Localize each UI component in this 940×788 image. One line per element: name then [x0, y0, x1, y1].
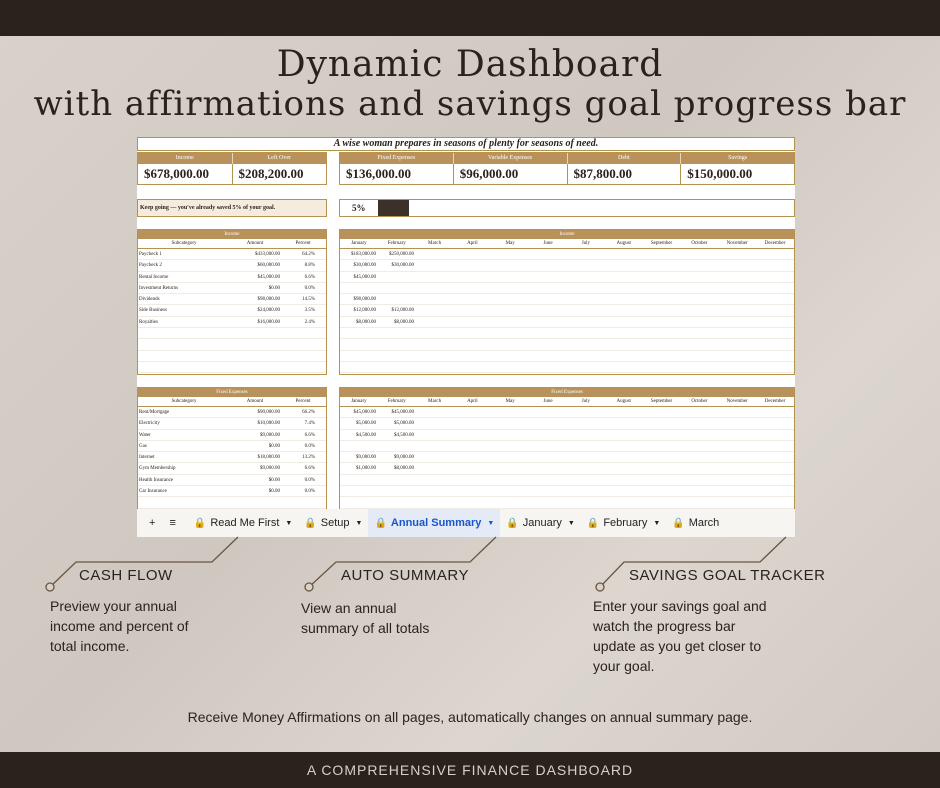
month-header: December	[764, 241, 786, 246]
col-subcategory: Subcategory	[171, 241, 197, 246]
col-percent: Percent	[295, 241, 311, 246]
fixed-monthly-title: Fixed Expenses	[340, 388, 794, 397]
summary-value-income: $678,000.00	[138, 164, 233, 184]
month-header: April	[467, 241, 478, 246]
tab-label: Annual Summary	[390, 517, 482, 529]
summary-value-debt: $87,800.00	[568, 164, 682, 184]
summary-value-savings: $150,000.00	[687, 166, 753, 181]
cell-percent: 6.6%	[304, 432, 315, 438]
all-sheets-menu-button[interactable]: ≡	[169, 517, 176, 529]
chevron-down-icon[interactable]: ▼	[487, 519, 495, 527]
cell-subcategory: Paycheck 2	[139, 263, 162, 269]
month-header: November	[726, 241, 748, 246]
cell-amount: $45,000.00	[257, 274, 280, 280]
auto-summary-body	[301, 598, 429, 638]
month-cell: $4,500.00	[394, 432, 414, 438]
cell-amount: $98,000.00	[257, 297, 280, 303]
col-subcategory: Subcategory	[171, 399, 197, 404]
income-table-title: Income	[138, 230, 326, 239]
cell-percent: 7.4%	[304, 421, 315, 427]
cell-percent: 0.0%	[304, 285, 315, 291]
month-header: May	[505, 399, 515, 404]
cell-amount: $0.00	[268, 285, 280, 291]
month-header: October	[691, 241, 708, 246]
col-percent: Percent	[295, 399, 311, 404]
chevron-down-icon[interactable]: ▼	[653, 519, 661, 527]
cell-subcategory: Side Business	[139, 308, 167, 314]
cell-amount: $0.00	[268, 477, 280, 483]
cell-percent: 8.8%	[304, 263, 315, 269]
bottom-band	[0, 752, 940, 788]
month-header: August	[616, 241, 631, 246]
tab-label: February	[603, 517, 648, 529]
cell-percent: 66.2%	[302, 410, 315, 415]
cell-amount: $0.00	[268, 443, 280, 449]
month-header: July	[581, 241, 591, 246]
month-header: March	[428, 241, 442, 246]
headline-line-1: Dynamic Dashboard	[276, 44, 664, 85]
cell-percent: 0.0%	[304, 477, 315, 483]
month-header: January	[351, 241, 367, 246]
month-header: August	[616, 399, 631, 404]
month-cell: $45,000.00	[353, 274, 376, 280]
cash-flow-line: Preview your annual	[50, 598, 177, 614]
lock-icon: 🔒	[374, 517, 387, 529]
summary-header-fixed: Fixed Expenses	[340, 153, 454, 164]
cell-subcategory: Gym Membership	[139, 466, 176, 472]
savings-tracker-line: update as you get closer to	[593, 638, 762, 654]
month-cell: $5,000.00	[394, 421, 414, 427]
affirmations-footnote: Receive Money Affirmations on all pages, automatically changes on annual summary page.	[187, 709, 753, 725]
col-amount: Amount	[246, 399, 264, 404]
auto-summary-line: View an annual	[301, 600, 397, 616]
cell-amount: $16,000.00	[257, 319, 280, 325]
month-cell: $30,000.00	[391, 263, 414, 269]
month-header: April	[467, 399, 478, 404]
cell-percent: 13.2%	[302, 455, 315, 461]
month-cell: $30,000.00	[353, 263, 376, 269]
lock-icon: 🔒	[304, 517, 317, 529]
tab-label: March	[688, 517, 720, 529]
savings-tracker-line: watch the progress bar	[593, 618, 736, 634]
month-header: July	[581, 399, 591, 404]
month-cell: $8,000.00	[394, 319, 414, 325]
cell-amount: $0.00	[268, 489, 280, 495]
cell-percent: 6.6%	[304, 466, 315, 472]
cell-percent: 64.2%	[302, 252, 315, 257]
cell-subcategory: Water	[139, 432, 151, 438]
cell-subcategory: Gas	[139, 443, 147, 449]
summary-value-leftover: $208,200.00	[238, 166, 304, 181]
month-cell: $45,000.00	[353, 410, 376, 415]
month-header: January	[351, 399, 367, 404]
cash-flow-line: income and percent of	[50, 618, 189, 634]
month-cell: $183,000.00	[351, 252, 376, 257]
lock-icon: 🔒	[586, 517, 600, 529]
headline-line-2: with affirmations and savings goal progress bar	[33, 84, 907, 124]
month-cell: $8,000.00	[394, 466, 414, 472]
savings-message: Keep going — you've already saved 5% of your goal.	[137, 199, 327, 217]
month-header: November	[726, 399, 748, 404]
month-header: October	[691, 399, 708, 404]
lock-icon: 🔒	[193, 517, 207, 529]
cell-amount: $9,000.00	[260, 432, 280, 438]
month-cell: $4,500.00	[356, 432, 376, 438]
cell-percent: 0.0%	[304, 489, 315, 495]
cash-flow-body	[50, 596, 189, 656]
cash-flow-dot	[46, 583, 54, 591]
month-header: December	[764, 399, 786, 404]
month-cell: $9,000.00	[356, 455, 376, 461]
col-amount: Amount	[246, 241, 264, 246]
lock-icon: 🔒	[506, 517, 519, 529]
cell-percent: 3.5%	[304, 308, 315, 314]
month-cell: $12,000.00	[353, 308, 376, 314]
month-header: February	[387, 399, 406, 404]
cell-percent: 6.6%	[304, 274, 315, 280]
cell-percent: 14.5%	[302, 297, 315, 303]
month-cell: $8,000.00	[356, 319, 376, 325]
cell-percent: 2.4%	[304, 319, 315, 325]
cell-amount: $24,000.00	[257, 308, 280, 314]
chevron-down-icon[interactable]: ▼	[567, 519, 575, 527]
tab-label: Read Me First	[210, 517, 280, 529]
savings-dot	[596, 583, 604, 591]
month-header: March	[428, 399, 442, 404]
savings-tracker-body	[593, 596, 767, 676]
lock-icon: 🔒	[672, 517, 685, 529]
cell-amount: $90,000.00	[257, 410, 280, 415]
chevron-down-icon[interactable]: ▼	[285, 519, 293, 527]
cash-flow-line: total income.	[50, 638, 130, 654]
month-cell: $250,000.00	[389, 252, 414, 257]
month-cell: $1,000.00	[356, 466, 376, 472]
summary-value-fixed: $136,000.00	[340, 164, 454, 184]
cell-subcategory: Internet	[139, 455, 155, 461]
month-cell: $5,000.00	[356, 421, 376, 427]
summary-header-debt: Debt	[568, 153, 682, 164]
cell-amount: $60,000.00	[257, 263, 280, 269]
summary-header-leftover: Left Over	[267, 155, 291, 161]
cell-subcategory: Dividends	[139, 297, 160, 303]
add-sheet-button[interactable]: +	[149, 517, 156, 529]
month-cell: $45,000.00	[391, 410, 414, 415]
cash-flow-title: CASH FLOW	[79, 567, 173, 584]
cell-subcategory: Rent/Mortgage	[139, 410, 170, 415]
savings-tracker-line: Enter your savings goal and	[593, 598, 767, 614]
cell-amount: $9,000.00	[260, 466, 280, 472]
cell-subcategory: Paycheck 1	[139, 252, 162, 257]
month-header: June	[543, 241, 553, 246]
cell-percent: 0.0%	[304, 443, 315, 449]
month-header: February	[387, 241, 406, 246]
footer-caption: A COMPREHENSIVE FINANCE DASHBOARD	[306, 762, 634, 778]
fixed-table-title: Fixed Expenses	[138, 388, 326, 397]
chevron-down-icon[interactable]: ▼	[355, 519, 363, 527]
summary-header-variable: Variable Expenses	[454, 153, 568, 164]
savings-percent-label: 5%	[352, 203, 366, 213]
month-cell: $12,000.00	[391, 308, 414, 314]
auto-summary-title: AUTO SUMMARY	[341, 567, 469, 584]
auto-summary-line: summary of all totals	[301, 620, 430, 636]
auto-summary-dot	[305, 583, 313, 591]
affirmation-banner: A wise woman prepares in seasons of plenty for seasons of need.	[137, 137, 795, 151]
cell-subcategory: Health Insurance	[139, 477, 174, 483]
cell-amount: $10,000.00	[257, 421, 280, 427]
cell-subcategory: Rental Income	[139, 274, 169, 280]
cell-amount: $433,000.00	[255, 252, 280, 257]
cell-subcategory: Royalties	[139, 319, 158, 325]
summary-header-savings: Savings	[728, 155, 748, 161]
cell-subcategory: Electricity	[139, 421, 160, 427]
savings-tracker-title: SAVINGS GOAL TRACKER	[629, 567, 826, 584]
tab-label: Setup	[320, 517, 350, 529]
month-cell: $98,000.00	[353, 297, 376, 303]
savings-tracker-line: your goal.	[593, 658, 655, 674]
month-header: September	[650, 241, 673, 246]
month-header: May	[505, 241, 515, 246]
income-monthly-title: Income	[340, 230, 794, 239]
summary-value-variable: $96,000.00	[454, 164, 568, 184]
month-header: September	[650, 399, 673, 404]
cell-subcategory: Investment Returns	[139, 285, 179, 291]
cell-subcategory: Car Insurance	[139, 489, 167, 495]
tab-label: January	[522, 517, 562, 529]
cell-amount: $18,000.00	[257, 455, 280, 461]
month-header: June	[543, 399, 553, 404]
summary-header-income: Income	[138, 153, 233, 164]
month-cell: $9,000.00	[394, 455, 414, 461]
